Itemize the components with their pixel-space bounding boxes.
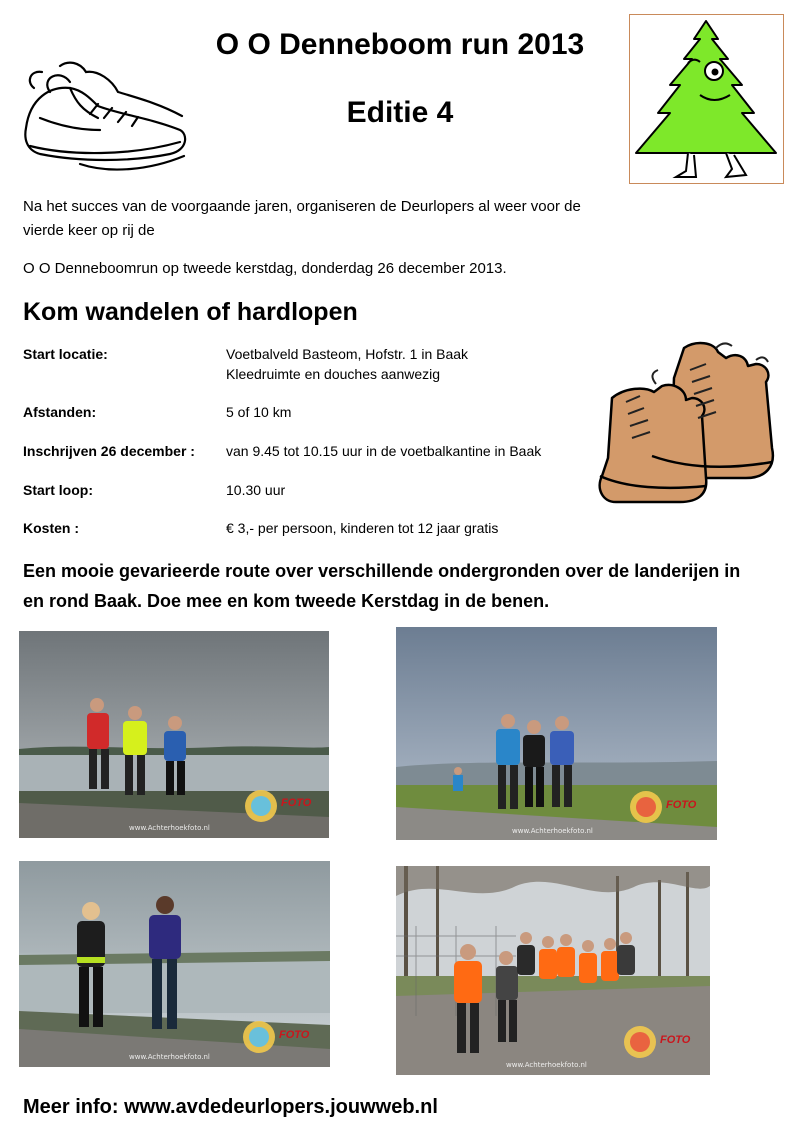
detail-label: Afstanden: <box>23 404 97 420</box>
section-heading: Kom wandelen of hardlopen <box>23 298 358 326</box>
detail-value-secondary: Kleedruimte en douches aanwezig <box>226 366 441 382</box>
intro-date-paragraph: O O Denneboomrun op tweede kerstdag, donderdag 26 december 2013. <box>23 260 507 277</box>
photo-watermark: www.Achterhoekfoto.nl <box>512 827 593 835</box>
photo-runners-3 <box>19 861 330 1067</box>
detail-label: Start locatie: <box>23 346 108 362</box>
photo-watermark: www.Achterhoekfoto.nl <box>506 1061 587 1069</box>
page-title: O O Denneboom run 2013 <box>215 28 585 61</box>
detail-value: 10.30 uur <box>226 482 286 498</box>
boots-illustration <box>596 338 786 506</box>
photo-logo: FOTO <box>666 799 697 811</box>
tree-logo <box>629 14 784 184</box>
detail-label: Inschrijven 26 december : <box>23 443 195 459</box>
detail-label: Start loop: <box>23 482 93 498</box>
detail-value: Voetbalveld Basteom, Hofstr. 1 in Baak <box>226 346 469 362</box>
detail-label: Kosten : <box>23 520 79 536</box>
intro-paragraph: Na het succes van de voorgaande jaren, organiseren de Deurlopers al weer voor de vierde keer op rij de <box>23 198 581 239</box>
photo-runners-1 <box>19 631 329 838</box>
photo-runners-4 <box>396 866 710 1075</box>
more-info-link[interactable]: Meer info: www.avdedeurlopers.jouwweb.nl <box>23 1096 438 1118</box>
detail-value: 5 of 10 km <box>226 404 292 420</box>
photo-runners-2 <box>396 627 717 840</box>
tagline-text: Een mooie gevarieerde route over verschillende ondergronden over de landerijen in en rond Baak. Doe mee en kom tweede Kerstdag in de benen. <box>23 561 741 611</box>
photo-logo: FOTO <box>660 1034 691 1046</box>
photo-watermark: www.Achterhoekfoto.nl <box>129 824 210 832</box>
photo-logo: FOTO <box>279 1029 310 1041</box>
tree-icon <box>630 15 783 183</box>
edition-label: Editie 4 <box>346 96 454 129</box>
photo-logo: FOTO <box>281 797 312 809</box>
sneakers-illustration <box>20 58 192 184</box>
detail-value: € 3,- per persoon, kinderen tot 12 jaar gratis <box>226 520 499 536</box>
detail-value: van 9.45 tot 10.15 uur in de voetbalkantine in Baak <box>226 443 542 459</box>
photo-watermark: www.Achterhoekfoto.nl <box>129 1053 210 1061</box>
